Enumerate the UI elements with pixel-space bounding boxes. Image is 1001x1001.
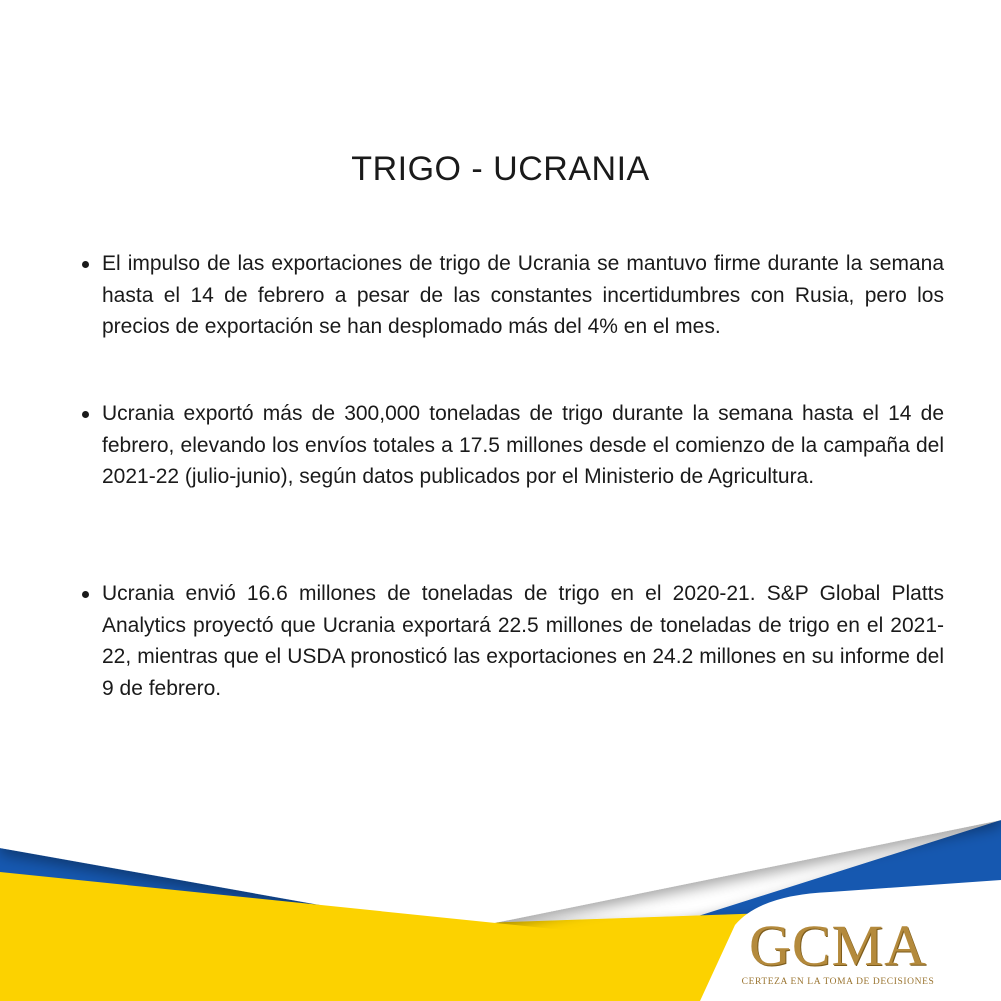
logo-tagline: CERTEZA EN LA TOMA DE DECISIONES (741, 977, 935, 987)
bullet-item (82, 398, 944, 493)
logo-wordmark: GCMA (748, 913, 928, 978)
bullet-item (82, 248, 944, 343)
bullet-item (82, 578, 944, 704)
page-title: TRIGO - UCRANIA (351, 150, 650, 188)
bullet-dot (82, 411, 89, 418)
bullet-text: Ucrania envió 16.6 millones de toneladas de trigo en el 2020-21. S&P Global Platts Analytics proyectó que Ucrania exportará 22.5 millones de toneladas de trigo en el 2021-22, mientras que el USDA pronosticó las exportaciones en 24.2 millones en su informe del 9 de febrero. (102, 582, 944, 700)
bullet-text: Ucrania exportó más de 300,000 toneladas de trigo durante la semana hasta el 14 de febrero, elevando los envíos totales a 17.5 millones desde el comienzo de la campaña del 2021-22 (julio-junio), según datos publicados por el Ministerio de Agricultura. (102, 402, 944, 488)
bullet-dot (82, 261, 89, 268)
bullet-text: El impulso de las exportaciones de trigo de Ucrania se mantuvo firme durante la semana hasta el 14 de febrero a pesar de las constantes incertidumbres con Rusia, pero los precios de exportación se han desplomado más del 4% en el mes. (102, 252, 944, 338)
bullet-dot (82, 591, 89, 598)
gcma-logo (738, 915, 938, 990)
